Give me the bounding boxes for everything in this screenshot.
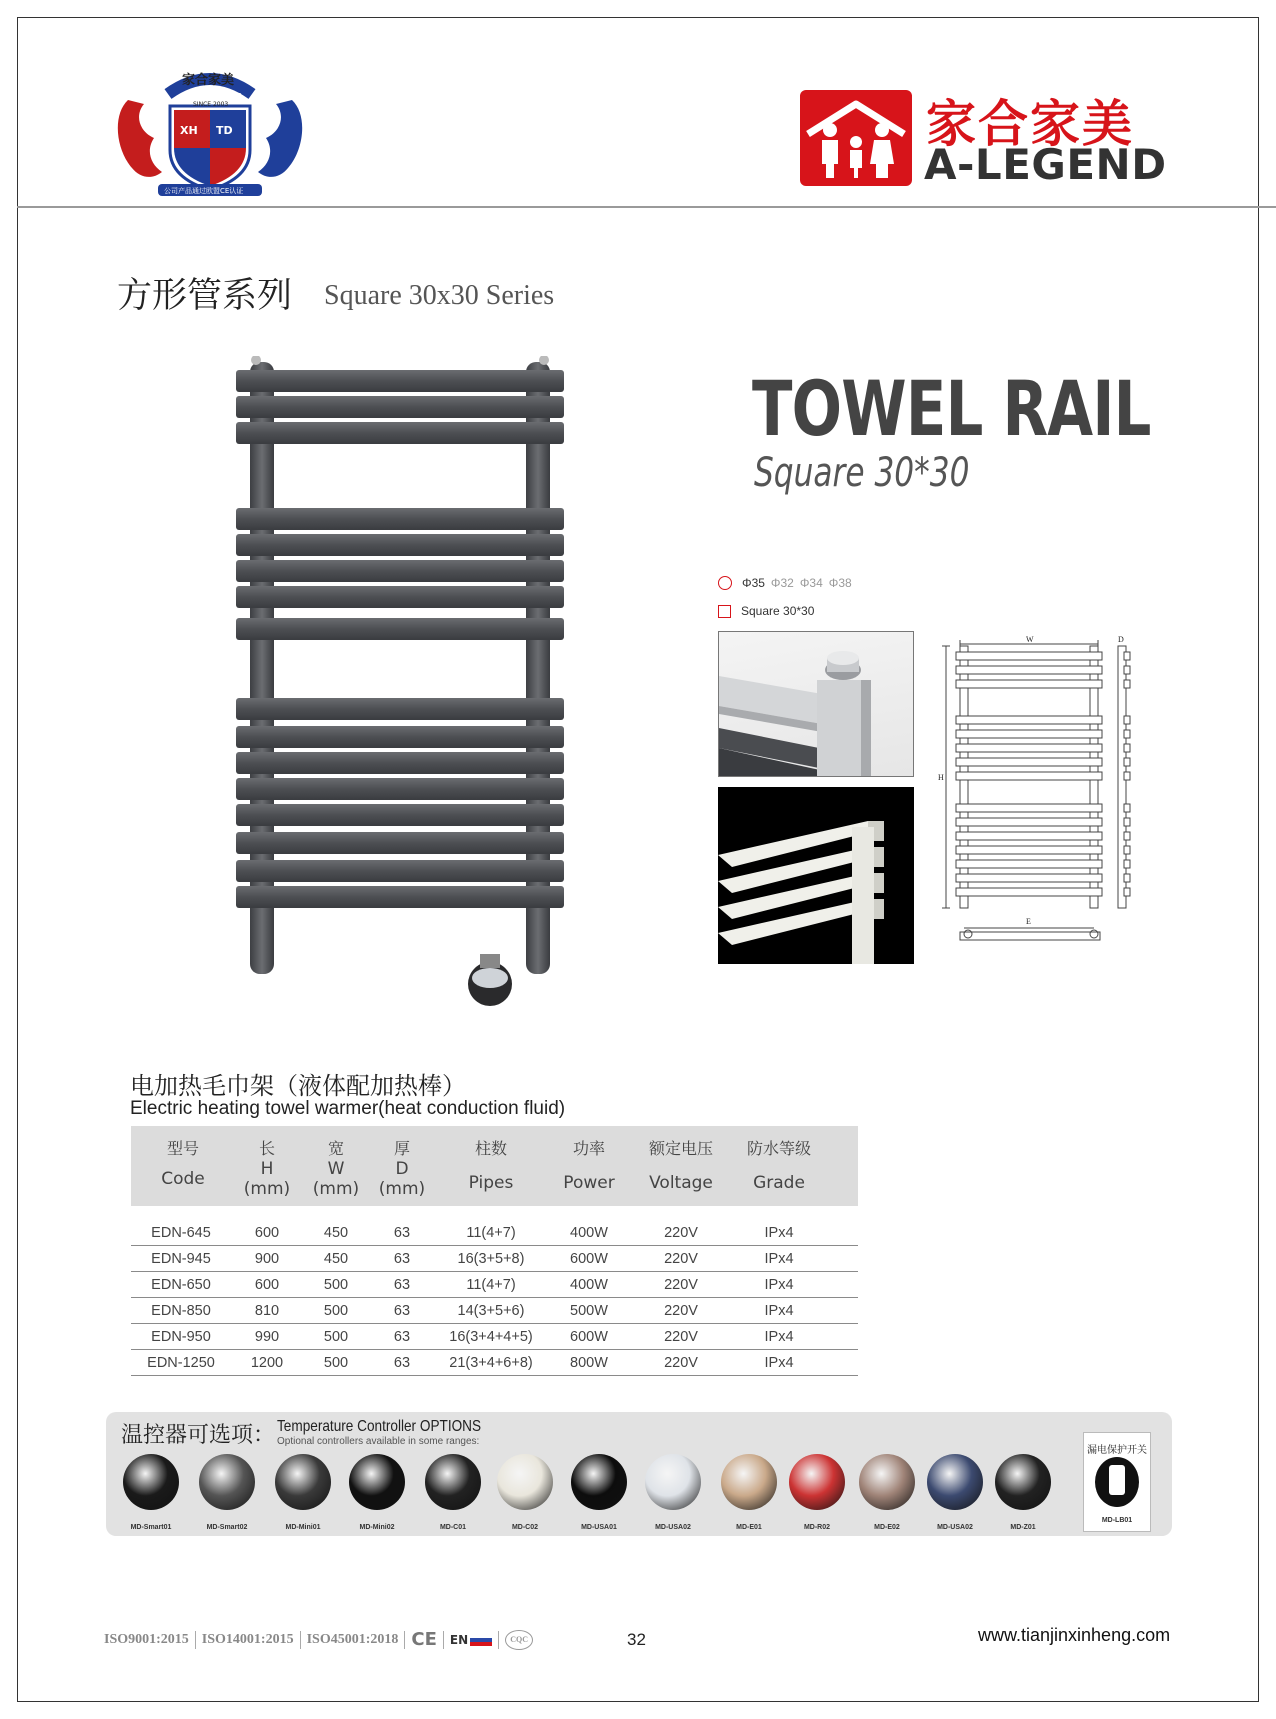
table-row bbox=[131, 1298, 858, 1324]
controller-label: MD-E02 bbox=[874, 1524, 900, 1531]
controller-option bbox=[714, 1454, 784, 1531]
table-cell: 800W bbox=[570, 1355, 608, 1371]
table-cell: IPx4 bbox=[764, 1225, 794, 1241]
drawing-side-bar bbox=[1124, 846, 1130, 854]
table-cell: 63 bbox=[393, 1355, 411, 1371]
table-cell: 220V bbox=[664, 1225, 698, 1241]
table-cell: 63 bbox=[393, 1251, 411, 1267]
table-cell: EDN-950 bbox=[151, 1329, 211, 1345]
square-tube-option bbox=[718, 604, 814, 618]
table-cell: 500W bbox=[570, 1303, 608, 1319]
table-title-cn: 电加热毛巾架（液体配加热棒） bbox=[130, 1072, 466, 1100]
spec-table-header bbox=[131, 1126, 858, 1206]
product-subtitle: Square 30*30 bbox=[754, 450, 970, 496]
table-cell: EDN-1250 bbox=[147, 1355, 215, 1371]
column-header: 厚 D (mm) bbox=[378, 1139, 426, 1199]
table-cell: 990 bbox=[254, 1329, 280, 1345]
controller-label: MD-E01 bbox=[736, 1524, 762, 1531]
cert-iso14001: ISO14001:2015 bbox=[201, 1631, 294, 1647]
table-title-en: Electric heating towel warmer(heat conduction fluid) bbox=[130, 1098, 566, 1119]
table-cell: IPx4 bbox=[764, 1329, 794, 1345]
controller-image bbox=[497, 1454, 553, 1510]
drawing-side-bar bbox=[1124, 772, 1130, 780]
lion-icon bbox=[258, 100, 302, 177]
cert-iso9001: ISO9001:2015 bbox=[104, 1631, 189, 1647]
table-cell: EDN-650 bbox=[151, 1277, 211, 1293]
certification-row bbox=[104, 1629, 533, 1650]
rail-bar bbox=[236, 560, 564, 582]
round-option-alt: Φ38 bbox=[828, 576, 852, 590]
drawing-bar bbox=[956, 818, 1102, 826]
table-cell: 1200 bbox=[250, 1355, 284, 1371]
table-cell: EDN-945 bbox=[151, 1251, 211, 1267]
square-option-label: Square 30*30 bbox=[741, 604, 815, 618]
table-cell: EDN-645 bbox=[151, 1225, 211, 1241]
column-header: 长 H (mm) bbox=[243, 1139, 291, 1199]
table-cell: 16(3+4+4+5) bbox=[449, 1329, 533, 1345]
family-house-icon bbox=[800, 90, 912, 186]
drawing-side-bar bbox=[1124, 758, 1130, 766]
controller-label: MD-USA01 bbox=[581, 1524, 617, 1531]
centers-label: E bbox=[1026, 917, 1031, 926]
drawing-side-bar bbox=[1124, 832, 1130, 840]
controller-label: MD-Z01 bbox=[1010, 1524, 1036, 1531]
table-cell: IPx4 bbox=[764, 1355, 794, 1371]
website-link[interactable]: www.tianjinxinheng.com bbox=[978, 1625, 1171, 1645]
controller-option bbox=[116, 1454, 186, 1531]
table-cell: 16(3+5+8) bbox=[457, 1251, 525, 1267]
controller-subtitle: Optional controllers available in some ranges: bbox=[277, 1436, 480, 1447]
rail-bar bbox=[236, 886, 564, 908]
drawing-side-bar bbox=[1124, 666, 1130, 674]
controller-option bbox=[852, 1454, 922, 1531]
table-cell: IPx4 bbox=[764, 1303, 794, 1319]
table-cell: 450 bbox=[323, 1225, 349, 1241]
brand-name-en: A-LEGEND bbox=[924, 140, 1167, 189]
controller-title-cn: 温控器可选项： bbox=[121, 1423, 276, 1448]
table-row bbox=[131, 1220, 858, 1246]
rail-bar bbox=[236, 396, 564, 418]
controller-option bbox=[988, 1454, 1058, 1531]
drawing-side-bar bbox=[1124, 652, 1130, 660]
controller-label: MD-C02 bbox=[511, 1524, 539, 1531]
leakage-switch-title: 漏电保护开关 bbox=[1087, 1445, 1147, 1456]
leakage-switch-panel bbox=[1083, 1432, 1151, 1532]
controller-title-en bbox=[277, 1418, 481, 1436]
table-cell: 500 bbox=[323, 1355, 349, 1371]
table-row bbox=[131, 1272, 858, 1298]
column-header: 功率 Power bbox=[563, 1139, 615, 1193]
dimension-drawing bbox=[938, 632, 1134, 952]
svg-text:XH: XH bbox=[180, 124, 198, 137]
controller-option bbox=[564, 1454, 634, 1531]
table-cell: IPx4 bbox=[764, 1277, 794, 1293]
table-cell: 63 bbox=[393, 1329, 411, 1345]
drawing-bar bbox=[956, 758, 1102, 766]
table-row bbox=[131, 1350, 858, 1376]
table-cell: 21(3+4+6+8) bbox=[449, 1355, 533, 1371]
drawing-bar bbox=[956, 666, 1102, 674]
controller-title-en-main: Temperature Controller bbox=[277, 1418, 417, 1435]
leakage-switch-label: MD-LB01 bbox=[1101, 1517, 1133, 1524]
svg-text:SINCE 2003: SINCE 2003 bbox=[193, 101, 229, 108]
controller-image bbox=[199, 1454, 255, 1510]
svg-text:家合家美: 家合家美 bbox=[182, 73, 235, 88]
drawing-side-bar bbox=[1124, 804, 1130, 812]
drawing-side-bar bbox=[1124, 716, 1130, 724]
towel-rail-photo bbox=[236, 356, 568, 1012]
table-cell: 11(4+7) bbox=[466, 1225, 516, 1241]
rail-bar bbox=[236, 370, 564, 392]
table-cell: 400W bbox=[570, 1277, 608, 1293]
table-cell: 63 bbox=[393, 1225, 411, 1241]
table-row bbox=[131, 1246, 858, 1272]
rail-bar bbox=[236, 804, 564, 826]
rail-bar bbox=[236, 752, 564, 774]
table-cell: IPx4 bbox=[764, 1251, 794, 1267]
header-rule bbox=[17, 206, 1276, 208]
table-cell: 900 bbox=[254, 1251, 280, 1267]
controller-label: MD-C01 bbox=[439, 1524, 467, 1531]
table-cell: 14(3+5+6) bbox=[457, 1303, 525, 1319]
table-cell: 63 bbox=[393, 1277, 411, 1293]
controller-image bbox=[425, 1454, 481, 1510]
controller-image bbox=[927, 1454, 983, 1510]
rail-bar bbox=[236, 618, 564, 640]
table-cell: 220V bbox=[664, 1355, 698, 1371]
drawing-side-bar bbox=[1124, 744, 1130, 752]
rail-bar bbox=[236, 422, 564, 444]
controller-option bbox=[192, 1454, 262, 1531]
table-cell: 600W bbox=[570, 1251, 608, 1267]
round-option-alt: Φ32 bbox=[770, 576, 794, 590]
table-cell: 11(4+7) bbox=[466, 1277, 516, 1293]
drawing-bar bbox=[956, 730, 1102, 738]
drawing-side-bar bbox=[1124, 730, 1130, 738]
table-cell: 810 bbox=[254, 1303, 280, 1319]
dragon-icon bbox=[118, 100, 162, 177]
controller-option bbox=[418, 1454, 488, 1531]
controller-image bbox=[123, 1454, 179, 1510]
controller-image bbox=[859, 1454, 915, 1510]
brand-name-cn: 家合家美 bbox=[926, 95, 1134, 153]
column-header: 防水等级 Grade bbox=[746, 1139, 811, 1193]
table-cell: 500 bbox=[323, 1277, 349, 1293]
table-cell: 220V bbox=[664, 1251, 698, 1267]
cert-iso45001: ISO45001:2018 bbox=[306, 1631, 399, 1647]
drawing-bar bbox=[956, 874, 1102, 882]
controller-image bbox=[645, 1454, 701, 1510]
en-mark-icon: EN bbox=[450, 1633, 492, 1647]
controller-image bbox=[995, 1454, 1051, 1510]
controller-label: MD-Smart02 bbox=[206, 1524, 248, 1531]
brand-logo-mark bbox=[800, 90, 912, 186]
svg-text:THE RADIATOR: THE RADIATOR bbox=[184, 92, 243, 100]
height-label: H bbox=[938, 773, 944, 782]
table-cell: 220V bbox=[664, 1277, 698, 1293]
svg-text:公司产品通过欧盟CE认证: 公司产品通过欧盟CE认证 bbox=[164, 187, 244, 195]
drawing-bar bbox=[956, 716, 1102, 724]
controller-title-options: OPTIONS bbox=[419, 1418, 482, 1435]
detail-photo-valve bbox=[718, 631, 914, 777]
column-header: 额定电压 Voltage bbox=[648, 1139, 713, 1193]
controller-image bbox=[571, 1454, 627, 1510]
controller-option bbox=[782, 1454, 852, 1531]
rail-bar bbox=[236, 778, 564, 800]
drawing-side-bar bbox=[1124, 874, 1130, 882]
table-cell: 220V bbox=[664, 1303, 698, 1319]
column-header: 型号 Code bbox=[161, 1139, 205, 1189]
drawing-bar bbox=[956, 846, 1102, 854]
rail-bar bbox=[236, 698, 564, 720]
controller-image bbox=[349, 1454, 405, 1510]
drawing-bar bbox=[956, 744, 1102, 752]
controller-label: MD-Mini01 bbox=[285, 1524, 321, 1531]
width-label: W bbox=[1026, 635, 1034, 644]
page-number: 32 bbox=[627, 1630, 646, 1649]
controller-option bbox=[268, 1454, 338, 1531]
table-cell: 600W bbox=[570, 1329, 608, 1345]
leakage-switch-image bbox=[1095, 1457, 1139, 1507]
drawing-bar bbox=[956, 652, 1102, 660]
table-cell: 600 bbox=[254, 1225, 280, 1241]
table-cell: 500 bbox=[323, 1303, 349, 1319]
rail-bar bbox=[236, 860, 564, 882]
round-tube-option bbox=[718, 576, 852, 590]
table-cell: 500 bbox=[323, 1329, 349, 1345]
drawing-bar bbox=[956, 680, 1102, 688]
controller-label: MD-USA02 bbox=[655, 1524, 691, 1531]
drawing-side-bar bbox=[1124, 888, 1130, 896]
rail-bar bbox=[236, 726, 564, 748]
table-row bbox=[131, 1324, 858, 1350]
table-cell: 220V bbox=[664, 1329, 698, 1345]
controller-image bbox=[275, 1454, 331, 1510]
spec-table-body bbox=[131, 1220, 858, 1376]
table-cell: EDN-850 bbox=[151, 1303, 211, 1319]
rail-bar bbox=[236, 832, 564, 854]
drawing-bar bbox=[956, 832, 1102, 840]
drawing-bar bbox=[956, 860, 1102, 868]
square-icon bbox=[718, 605, 731, 618]
crest-logo bbox=[110, 60, 310, 198]
series-title-en: Square 30x30 Series bbox=[324, 280, 555, 311]
column-header: 柱数 Pipes bbox=[468, 1139, 514, 1193]
drawing-side-bar bbox=[1124, 818, 1130, 826]
rail-bar bbox=[236, 586, 564, 608]
controller-option bbox=[638, 1454, 708, 1531]
controller-label: MD-Smart01 bbox=[130, 1524, 172, 1531]
drawing-side-bar bbox=[1124, 860, 1130, 868]
detail-photo-white-bars bbox=[718, 787, 914, 964]
table-cell: 63 bbox=[393, 1303, 411, 1319]
circle-icon bbox=[718, 576, 732, 590]
depth-label: D bbox=[1118, 635, 1124, 644]
rail-bar bbox=[236, 534, 564, 556]
drawing-bar bbox=[956, 772, 1102, 780]
column-header: 宽 W (mm) bbox=[312, 1139, 360, 1199]
controller-option bbox=[342, 1454, 412, 1531]
table-cell: 400W bbox=[570, 1225, 608, 1241]
round-option-alt: Φ34 bbox=[799, 576, 823, 590]
controller-label: MD-Mini02 bbox=[359, 1524, 395, 1531]
controller-option bbox=[490, 1454, 560, 1531]
cqc-mark-icon: CQC bbox=[505, 1630, 533, 1650]
series-title-cn: 方形管系列 bbox=[117, 276, 293, 316]
svg-text:TD: TD bbox=[216, 124, 233, 137]
round-option-selected: Φ35 bbox=[742, 576, 765, 590]
drawing-side-bar bbox=[1124, 680, 1130, 688]
ce-mark-icon: CE bbox=[411, 1629, 437, 1650]
controller-option bbox=[920, 1454, 990, 1531]
controller-label: MD-USA02 bbox=[937, 1524, 973, 1531]
drawing-bar bbox=[956, 804, 1102, 812]
controller-image bbox=[789, 1454, 845, 1510]
controller-label: MD-R02 bbox=[803, 1524, 831, 1531]
table-cell: 450 bbox=[323, 1251, 349, 1267]
table-cell: 600 bbox=[254, 1277, 280, 1293]
rail-bar bbox=[236, 508, 564, 530]
controller-image bbox=[721, 1454, 777, 1510]
drawing-bar bbox=[956, 888, 1102, 896]
product-title: TOWEL RAIL bbox=[752, 364, 1151, 453]
